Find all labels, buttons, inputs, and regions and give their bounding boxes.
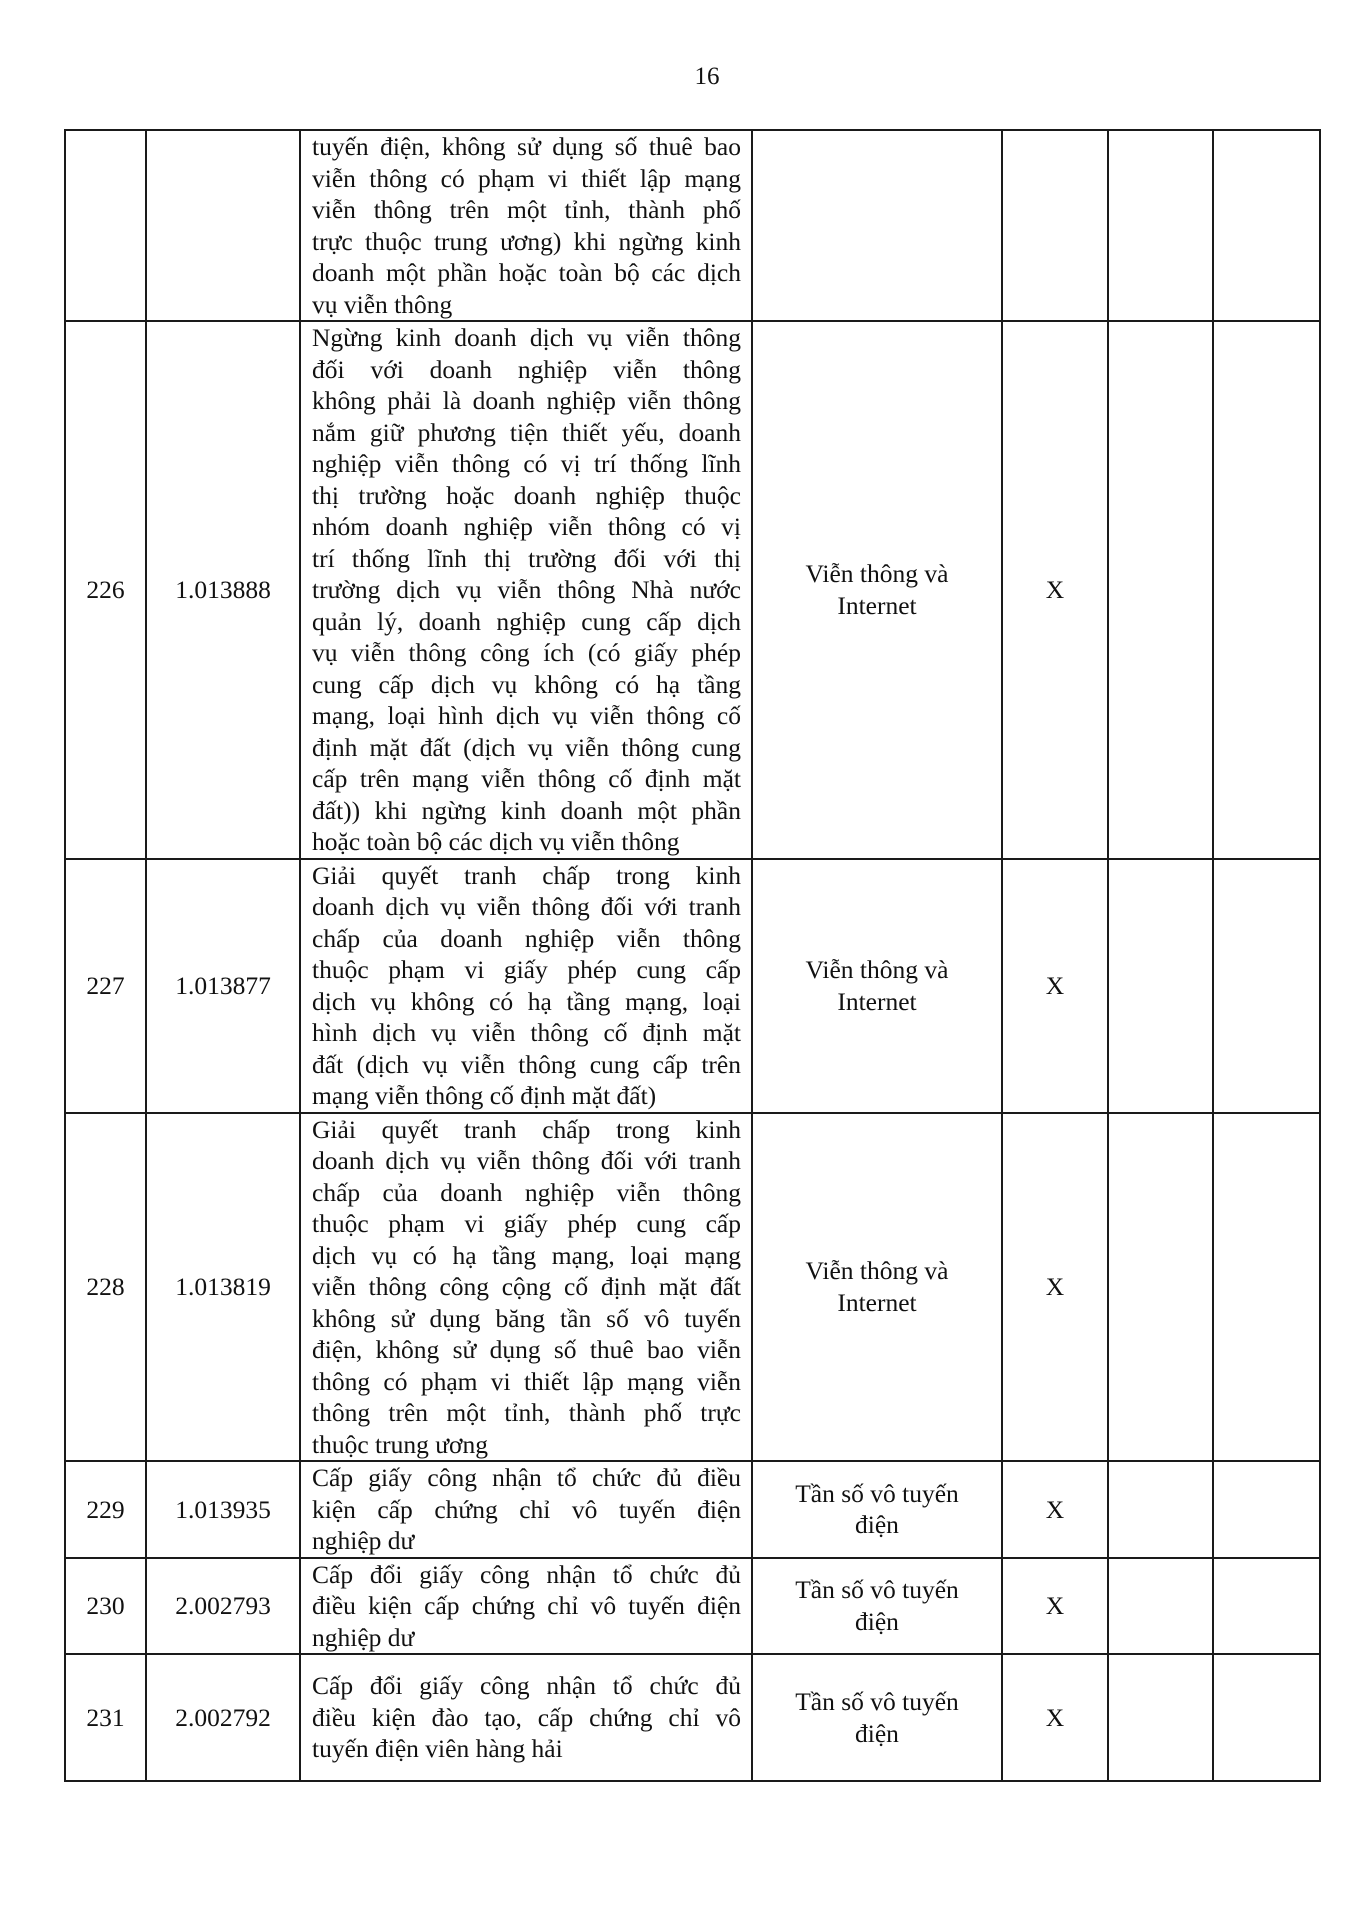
procedure-name-line: doanh một phần hoặc toàn bộ các dịch [312, 258, 741, 287]
field-text [806, 558, 949, 621]
field-line: Viễn thông và [805, 955, 949, 984]
cell-mark: X [1002, 1461, 1108, 1558]
cell-field [752, 130, 1002, 321]
procedure-name-line: doanh dịch vụ viễn thông đối với tranh [312, 1146, 741, 1175]
cell-empty-col7 [1213, 859, 1320, 1113]
cell-empty-col7 [1213, 321, 1320, 859]
procedure-name-line: nghiệp dư [312, 1622, 415, 1652]
cell-stt: 228 [65, 1113, 146, 1462]
procedures-table [64, 129, 1321, 1782]
table-row [65, 130, 1320, 321]
procedure-name-line: điện, không sử dụng số thuê bao viễn [312, 1335, 741, 1364]
cell-procedure-name [300, 130, 752, 321]
procedure-name-line: Cấp đổi giấy công nhận tổ chức đủ [312, 1559, 741, 1589]
cell-field [752, 321, 1002, 859]
procedure-name-line: Cấp giấy công nhận tổ chức đủ điều [312, 1463, 741, 1492]
table-row [65, 1113, 1320, 1462]
procedure-name-line: Giải quyết tranh chấp trong kinh [312, 860, 741, 890]
cell-empty-col6 [1108, 130, 1213, 321]
cell-field [752, 1461, 1002, 1558]
procedure-name-line: thuộc phạm vi giấy phép cung cấp [312, 955, 741, 984]
cell-procedure-name [300, 1654, 752, 1781]
procedure-name-line: tuyến điện, không sử dụng số thuê bao [312, 132, 741, 161]
cell-procedure-code: 2.002793 [146, 1558, 300, 1655]
procedure-name-line: Ngừng kinh doanh dịch vụ viễn thông [312, 323, 741, 352]
procedure-name-line: trực thuộc trung ương) khi ngừng kinh [312, 226, 741, 256]
cell-procedure-name [300, 1558, 752, 1655]
cell-procedure-code: 1.013935 [146, 1461, 300, 1558]
cell-procedure-name [300, 1113, 752, 1462]
page-number: 16 [694, 63, 720, 90]
procedure-name-line: nắm giữ phương tiện thiết yếu, doanh [312, 417, 741, 447]
table-row [65, 321, 1320, 859]
procedure-name-line: thuộc trung ương [312, 1429, 489, 1459]
cell-empty-col6 [1108, 1113, 1213, 1462]
procedure-name-line: mạng viễn thông cố định mặt đất) [312, 1081, 657, 1110]
cell-stt: 226 [65, 321, 146, 859]
field-line: Viễn thông và [805, 1256, 949, 1286]
cell-stt: 231 [65, 1654, 146, 1781]
cell-empty-col7 [1213, 1558, 1320, 1655]
cell-procedure-code [146, 130, 300, 321]
procedure-name-line: vụ viễn thông công ích (có giấy phép [312, 638, 741, 667]
table-row [65, 1558, 1320, 1655]
procedure-name-line: trường dịch vụ viễn thông Nhà nước [312, 575, 741, 604]
field-text [806, 954, 949, 1017]
cell-mark: X [1002, 1654, 1108, 1781]
procedure-name-line: chấp của doanh nghiệp viễn thông [312, 923, 741, 953]
cell-empty-col6 [1108, 321, 1213, 859]
field-text [795, 1574, 959, 1637]
procedure-name-line: tuyến điện viên hàng hải [312, 1734, 563, 1764]
cell-mark: X [1002, 1113, 1108, 1462]
procedure-name-line: kiện cấp chứng chỉ vô tuyến điện [312, 1494, 741, 1524]
field-line: Internet [837, 590, 917, 620]
procedure-name-line: đất (dịch vụ viễn thông cung cấp trên [312, 1049, 741, 1079]
procedure-name-line: trí thống lĩnh thị trường đối với thị [312, 543, 741, 573]
table-row [65, 859, 1320, 1113]
cell-procedure-code: 1.013888 [146, 321, 300, 859]
procedure-name-line: dịch vụ có hạ tầng mạng, loại mạng [312, 1240, 741, 1270]
procedure-name-line: nghiệp dư [312, 1526, 415, 1555]
cell-procedure-code: 1.013877 [146, 859, 300, 1113]
cell-procedure-name [300, 1461, 752, 1558]
cell-stt [65, 130, 146, 321]
cell-empty-col6 [1108, 1461, 1213, 1558]
field-line: điện [855, 1510, 899, 1540]
procedure-name-line: thông có phạm vi thiết lập mạng viễn [312, 1366, 741, 1396]
cell-procedure-code: 2.002792 [146, 1654, 300, 1781]
procedure-name-line: thị trường hoặc doanh nghiệp thuộc [312, 480, 741, 510]
field-text [806, 1255, 949, 1318]
procedure-name-line: điều kiện cấp chứng chỉ vô tuyến điện [312, 1591, 741, 1620]
cell-field [752, 1654, 1002, 1781]
procedure-name-line: chấp của doanh nghiệp viễn thông [312, 1177, 741, 1207]
procedure-name-line: thuộc phạm vi giấy phép cung cấp [312, 1209, 741, 1238]
field-line: Internet [837, 986, 917, 1016]
procedure-name-line: dịch vụ không có hạ tầng mạng, loại [312, 986, 741, 1016]
procedure-name-line: viễn thông có phạm vi thiết lập mạng [312, 163, 741, 193]
field-line: Viễn thông và [805, 559, 949, 589]
field-line: Tần số vô tuyến [795, 1687, 959, 1716]
cell-procedure-name [300, 321, 752, 859]
cell-mark: X [1002, 321, 1108, 859]
cell-stt: 227 [65, 859, 146, 1113]
procedure-name-line: đất)) khi ngừng kinh doanh một phần [312, 795, 741, 825]
cell-procedure-name [300, 859, 752, 1113]
field-line: Internet [837, 1287, 917, 1317]
procedure-name-line: cung cấp dịch vụ không có hạ tầng [312, 669, 741, 699]
procedure-name-line: thông trên một tỉnh, thành phố trực [312, 1398, 741, 1427]
cell-empty-col6 [1108, 1558, 1213, 1655]
cell-empty-col7 [1213, 1461, 1320, 1558]
cell-empty-col7 [1213, 1113, 1320, 1462]
procedure-name-line: không phải là doanh nghiệp viễn thông [312, 386, 741, 415]
field-line: Tần số vô tuyến [795, 1478, 959, 1508]
procedure-name-line: doanh dịch vụ viễn thông đối với tranh [312, 892, 741, 921]
cell-empty-col7 [1213, 130, 1320, 321]
field-line: Tần số vô tuyến [795, 1575, 959, 1605]
cell-mark [1002, 130, 1108, 321]
procedure-name-line: không sử dụng băng tần số vô tuyến [312, 1303, 741, 1333]
cell-field [752, 1113, 1002, 1462]
procedure-name-line: viễn thông công cộng cố định mặt đất [312, 1272, 741, 1301]
table-row [65, 1654, 1320, 1781]
cell-empty-col6 [1108, 1654, 1213, 1781]
procedure-name-line: hình dịch vụ viễn thông cố định mặt [312, 1018, 741, 1047]
cell-mark: X [1002, 859, 1108, 1113]
cell-procedure-code: 1.013819 [146, 1113, 300, 1462]
procedure-name-line: nghiệp viễn thông có vị trí thống lĩnh [312, 449, 741, 478]
cell-mark: X [1002, 1558, 1108, 1655]
field-text [795, 1686, 959, 1749]
procedure-name-line: điều kiện đào tạo, cấp chứng chỉ vô [312, 1702, 741, 1732]
procedure-name-line: hoặc toàn bộ các dịch vụ viễn thông [312, 827, 680, 856]
procedure-name-line: đối với doanh nghiệp viễn thông [312, 354, 741, 384]
cell-stt: 230 [65, 1558, 146, 1655]
table-row [65, 1461, 1320, 1558]
procedure-name-line: định mặt đất (dịch vụ viễn thông cung [312, 732, 741, 762]
cell-empty-col7 [1213, 1654, 1320, 1781]
field-line: điện [855, 1718, 899, 1748]
procedure-name-line: mạng, loại hình dịch vụ viễn thông cố [312, 701, 741, 730]
procedure-name-line: Cấp đổi giấy công nhận tổ chức đủ [312, 1671, 741, 1701]
procedure-name-line: viễn thông trên một tỉnh, thành phố [312, 195, 741, 224]
cell-field [752, 1558, 1002, 1655]
procedure-name-line: cấp trên mạng viễn thông cố định mặt [312, 764, 741, 793]
field-text [795, 1478, 959, 1541]
procedure-name-line: quản lý, doanh nghiệp cung cấp dịch [312, 606, 741, 636]
table-body [65, 130, 1320, 1781]
field-line: điện [855, 1606, 899, 1636]
cell-empty-col6 [1108, 859, 1213, 1113]
cell-stt: 229 [65, 1461, 146, 1558]
cell-field [752, 859, 1002, 1113]
procedure-name-line: nhóm doanh nghiệp viễn thông có vị [312, 512, 741, 541]
procedure-name-line: vụ viễn thông [312, 289, 453, 319]
procedure-name-line: Giải quyết tranh chấp trong kinh [312, 1114, 741, 1144]
